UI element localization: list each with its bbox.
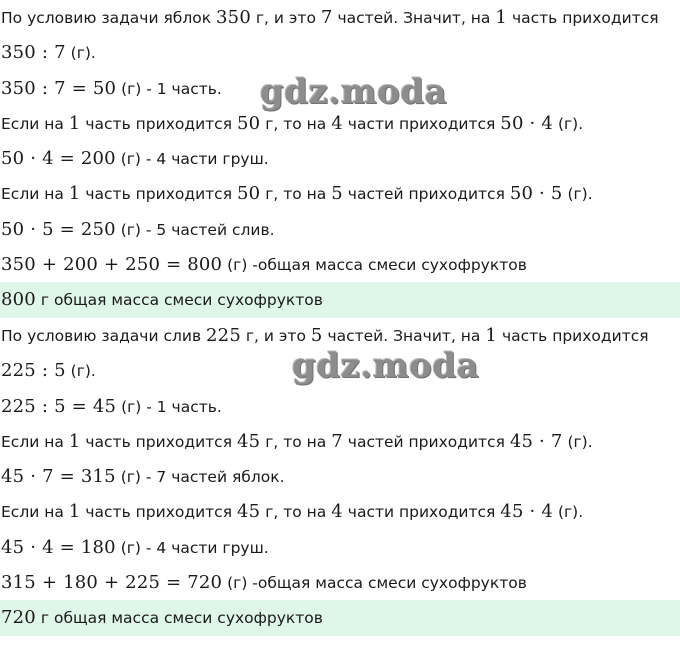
p2-answer <box>0 600 680 636</box>
text: части приходится <box>342 503 501 521</box>
text: (г) -общая масса смеси сухофруктов <box>222 574 527 592</box>
text: частей приходится <box>342 433 510 451</box>
p2-line-5 <box>0 459 680 494</box>
math: 350 <box>216 7 251 28</box>
math: 50 <box>236 183 261 204</box>
math: 1 <box>68 183 81 204</box>
text: г, то на <box>260 185 332 203</box>
p1-line-5 <box>0 141 680 176</box>
text: (г) - 1 часть. <box>116 398 222 416</box>
text: г, то на <box>260 503 332 521</box>
text: частей. Значит, на <box>332 9 496 27</box>
text: (г). <box>65 362 96 380</box>
math: 225 : 5 <box>1 360 66 381</box>
p1-answer <box>0 282 680 318</box>
text: часть приходится <box>80 185 237 203</box>
text: Если на <box>1 503 69 521</box>
text: (г) - 4 части груш. <box>115 150 269 168</box>
text: г общая масса смеси сухофруктов <box>35 291 323 309</box>
text: (г). <box>553 503 584 521</box>
math: 800 <box>1 289 36 310</box>
p2-line-7 <box>0 530 680 565</box>
math: 1 <box>68 113 81 134</box>
text: (г) - 7 частей яблок. <box>115 468 285 486</box>
math: 45 · 4 = 180 <box>1 537 116 558</box>
text: г, то на <box>260 115 332 133</box>
math: 350 + 200 + 250 = 800 <box>1 254 223 275</box>
math: 7 <box>320 7 333 28</box>
math: 45 <box>236 431 261 452</box>
text: г, то на <box>260 433 332 451</box>
math: 5 <box>331 183 343 204</box>
p2-line-8 <box>0 565 680 600</box>
math: 225 <box>206 325 241 346</box>
math: 4 <box>331 113 343 134</box>
text: По условию задачи слив <box>1 327 207 345</box>
math: 50 · 5 = 250 <box>1 219 116 240</box>
text: (г). <box>65 44 96 62</box>
math: 720 <box>1 607 36 628</box>
p1-line-7 <box>0 212 680 247</box>
math: 45 <box>236 501 261 522</box>
math: 350 : 7 <box>1 42 66 63</box>
math: 1 <box>485 325 498 346</box>
p1-line-6 <box>0 176 680 211</box>
p2-line-6 <box>0 494 680 529</box>
math: 50 <box>236 113 261 134</box>
math: 7 <box>331 431 343 452</box>
math: 50 · 4 <box>500 113 554 134</box>
text: часть приходится <box>507 9 659 27</box>
math: 225 : 5 = 45 <box>1 396 117 417</box>
text: (г) -общая масса смеси сухофруктов <box>222 256 527 274</box>
math: 45 · 7 = 315 <box>1 466 116 487</box>
math: 45 · 4 <box>500 501 554 522</box>
text: частей. Значит, на <box>322 327 486 345</box>
p2-line-3 <box>0 389 680 424</box>
watermark-logo: gdz.moda <box>292 346 480 386</box>
text: (г). <box>553 115 584 133</box>
text: Если на <box>1 185 69 203</box>
text: Если на <box>1 433 69 451</box>
text: (г) - 1 часть. <box>116 80 222 98</box>
text: (г). <box>562 185 593 203</box>
text: часть приходится <box>80 115 237 133</box>
p1-line-8 <box>0 247 680 282</box>
text: г общая масса смеси сухофруктов <box>35 609 323 627</box>
p1-line-2 <box>0 35 680 70</box>
text: г, и это <box>250 9 321 27</box>
math: 1 <box>495 7 508 28</box>
text: частей приходится <box>342 185 510 203</box>
math: 4 <box>331 501 343 522</box>
math: 5 <box>310 325 323 346</box>
text: часть приходится <box>80 433 237 451</box>
watermark-logo: gdz.moda <box>260 72 448 112</box>
p1-line-1 <box>0 0 680 35</box>
math: 45 · 7 <box>509 431 563 452</box>
math: 1 <box>68 431 81 452</box>
text: часть приходится <box>497 327 649 345</box>
text: часть приходится <box>80 503 237 521</box>
text: части приходится <box>342 115 501 133</box>
math: 1 <box>68 501 81 522</box>
text: (г). <box>562 433 593 451</box>
text: (г) - 5 частей слив. <box>115 221 275 239</box>
math: 350 : 7 = 50 <box>1 78 117 99</box>
text: По условию задачи яблок <box>1 9 217 27</box>
text: г, и это <box>240 327 311 345</box>
math: 315 + 180 + 225 = 720 <box>1 572 223 593</box>
math: 50 · 4 = 200 <box>1 148 116 169</box>
math: 50 · 5 <box>509 183 563 204</box>
text: Если на <box>1 115 69 133</box>
text: (г) - 4 части груш. <box>115 539 269 557</box>
p2-line-4 <box>0 424 680 459</box>
